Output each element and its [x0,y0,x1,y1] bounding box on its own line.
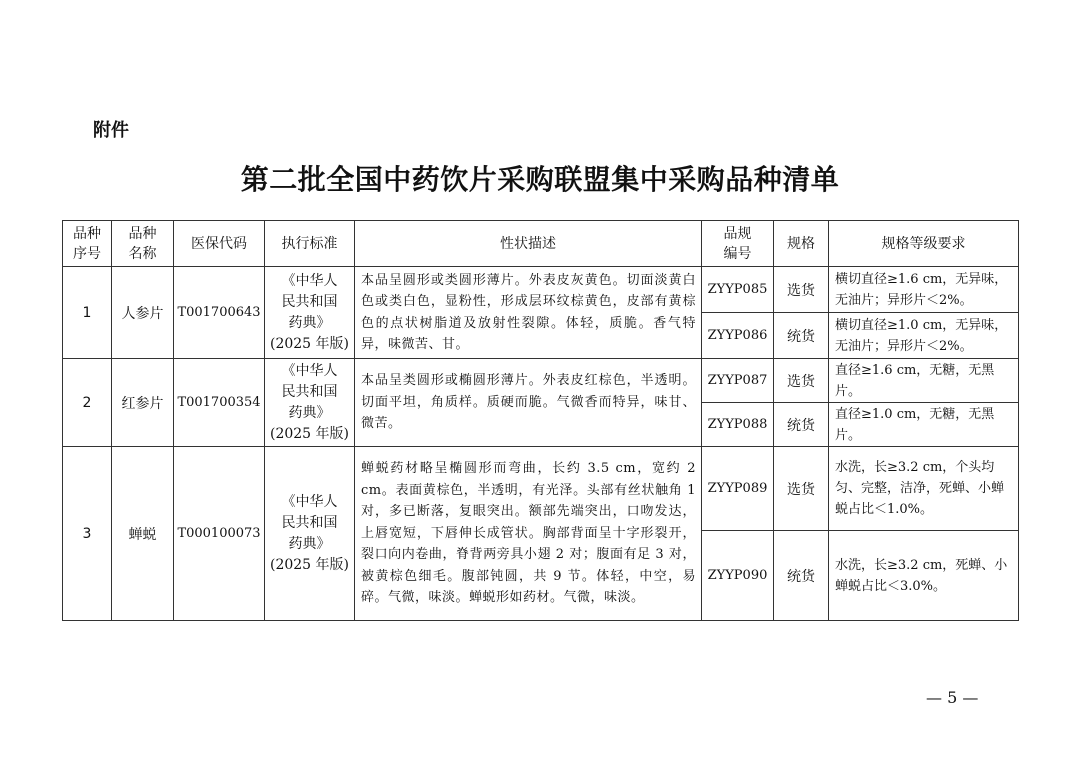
grade-cell: 横切直径≥1.6 cm，无异味，无油片；异形片＜2%。 [829,267,1019,313]
spec-code-cell: ZYYP088 [702,403,774,447]
medical-code-cell: T000100073 [174,447,265,621]
spec-code-cell: ZYYP090 [702,531,774,621]
spec-cell: 统货 [774,313,829,359]
grade-cell: 直径≥1.0 cm，无糖，无黑片。 [829,403,1019,447]
spec-code-cell: ZYYP085 [702,267,774,313]
spec-cell: 选货 [774,267,829,313]
medical-code-cell: T001700354 [174,359,265,447]
spec-cell: 选货 [774,359,829,403]
description-cell: 本品呈圆形或类圆形薄片。外表皮灰黄色。切面淡黄白色或类白色，显粉性，形成层环纹棕黄色，皮部有黄棕色的点状树脂道及放射性裂隙。体轻，质脆。香气特异，味微苦、甘。 [355,267,702,359]
procurement-table [62,220,1019,621]
standard-cell: 《中华人 民共和国 药典》 (2025 年版) [265,359,355,447]
description-cell: 本品呈类圆形或椭圆形薄片。外表皮红棕色，半透明。切面平坦，角质样。质硬而脆。气微香而特异，味甘、微苦。 [355,359,702,447]
document-title: 第二批全国中药饮片采购联盟集中采购品种清单 [240,163,840,196]
grade-cell: 直径≥1.6 cm，无糖，无黑片。 [829,359,1019,403]
attachment-label: 附件 [93,120,129,141]
table-row [63,447,1019,531]
name-cell: 人参片 [112,267,174,359]
header-seq: 品种 序号 [63,221,112,267]
spec-code-cell: ZYYP086 [702,313,774,359]
standard-cell: 《中华人 民共和国 药典》 (2025 年版) [265,267,355,359]
table-row [63,267,1019,313]
grade-cell: 水洗，长≥3.2 cm，死蝉、小蝉蜕占比＜3.0%。 [829,531,1019,621]
header-name: 品种 名称 [112,221,174,267]
description-cell: 蝉蜕药材略呈椭圆形而弯曲，长约 3.5 cm，宽约 2 cm。表面黄棕色，半透明，有光泽。头部有丝状触角 1 对，多已断落，复眼突出。额部先端突出，口吻发达，上唇宽短，下唇伸长成管状。胸部背面呈十字形裂开，裂口向内卷曲，脊背两旁具小翅 2 对；腹面有足 3 对，被黄棕色细毛。腹部钝圆，共 9 节。体轻，中空，易碎。气微，味淡。蝉蜕形如药材。气微，味淡。 [355,447,702,621]
header-spec-code: 品规 编号 [702,221,774,267]
header-description: 性状描述 [355,221,702,267]
seq-cell: 2 [63,359,112,447]
header-standard: 执行标准 [265,221,355,267]
spec-cell: 选货 [774,447,829,531]
header-medical-code: 医保代码 [174,221,265,267]
spec-code-cell: ZYYP087 [702,359,774,403]
header-spec: 规格 [774,221,829,267]
spec-code-cell: ZYYP089 [702,447,774,531]
grade-cell: 水洗，长≥3.2 cm，个头均匀、完整，洁净，死蝉、小蝉蜕占比＜1.0%。 [829,447,1019,531]
seq-cell: 3 [63,447,112,621]
header-grade: 规格等级要求 [829,221,1019,267]
name-cell: 蝉蜕 [112,447,174,621]
seq-cell: 1 [63,267,112,359]
name-cell: 红参片 [112,359,174,447]
spec-cell: 统货 [774,403,829,447]
medical-code-cell: T001700643 [174,267,265,359]
table-header-row [63,221,1019,267]
page-number: — 5 — [926,688,979,707]
standard-cell: 《中华人 民共和国 药典》 (2025 年版) [265,447,355,621]
table-row [63,359,1019,403]
grade-cell: 横切直径≥1.0 cm，无异味，无油片；异形片＜2%。 [829,313,1019,359]
spec-cell: 统货 [774,531,829,621]
